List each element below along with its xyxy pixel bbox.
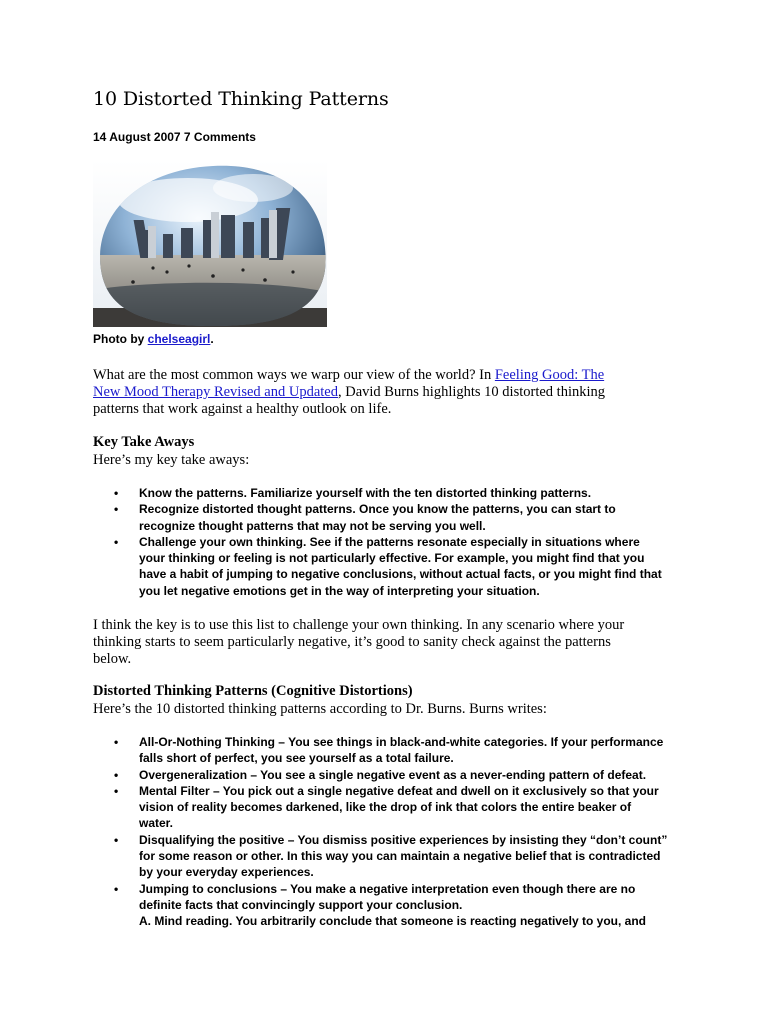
list-item bbox=[93, 734, 693, 767]
list-item bbox=[93, 832, 693, 881]
list-item bbox=[93, 767, 693, 783]
book-link[interactable]: New Mood Therapy Revised and Updated bbox=[93, 384, 338, 400]
list-item bbox=[93, 783, 693, 832]
caption-prefix: Photo by bbox=[93, 332, 148, 346]
bullet-icon: • bbox=[114, 832, 119, 847]
conclusion-paragraph bbox=[93, 617, 673, 668]
patterns-subheading: Here’s the 10 distorted thinking patterns according to Dr. Burns. Burns writes: bbox=[93, 701, 547, 717]
patterns-list bbox=[93, 734, 693, 930]
intro-line bbox=[93, 367, 673, 384]
intro-text: , David Burns highlights 10 distorted thinking bbox=[337, 384, 606, 400]
list-item bbox=[93, 501, 693, 534]
photo-caption bbox=[93, 332, 214, 346]
list-item-line: falls short of perfect, you see yourself as a total failure. bbox=[139, 751, 454, 766]
article-meta: 14 August 2007 7 Comments bbox=[93, 130, 256, 144]
list-item-line: you let negative emotions get in the way of interpreting your situation. bbox=[139, 583, 540, 598]
takeaways-heading: Key Take Aways bbox=[93, 434, 195, 450]
list-item-line: your thinking or feeling is not particularly effective. For example, you might find that you bbox=[139, 551, 645, 566]
article-title: 10 Distorted Thinking Patterns bbox=[93, 88, 389, 110]
takeaways-subheading: Here’s my key take aways: bbox=[93, 452, 250, 468]
list-item-line: Know the patterns. Familiarize yourself with the ten distorted thinking patterns. bbox=[139, 486, 592, 500]
list-item bbox=[93, 534, 693, 599]
list-item-line: Disqualifying the positive – You dismiss positive experiences by insisting they “don’t count” bbox=[139, 832, 668, 847]
list-item bbox=[93, 881, 693, 930]
intro-text: patterns that work against a healthy outlook on life. bbox=[93, 401, 392, 417]
article-photo bbox=[93, 160, 327, 327]
list-item-line: water. bbox=[139, 816, 174, 831]
conclusion-line: thinking starts to seem particularly negative, it’s good to sanity check against the patterns bbox=[93, 634, 611, 650]
list-item-line: recognize thought patterns that may not be serving you well. bbox=[139, 518, 486, 533]
bullet-icon: • bbox=[114, 735, 119, 749]
list-item bbox=[93, 485, 693, 501]
bullet-icon: • bbox=[114, 881, 119, 896]
list-item-line: Jumping to conclusions – You make a negative interpretation even though there are no bbox=[139, 881, 636, 896]
intro-paragraph bbox=[93, 367, 673, 418]
bullet-icon: • bbox=[114, 486, 119, 500]
list-item-line: Overgeneralization – You see a single negative event as a never-ending pattern of defeat. bbox=[139, 767, 647, 782]
takeaways-list bbox=[93, 485, 693, 599]
intro-text: What are the most common ways we warp our view of the world? In bbox=[93, 367, 495, 383]
intro-line bbox=[93, 384, 673, 401]
intro-line bbox=[93, 401, 673, 418]
conclusion-line: I think the key is to use this list to challenge your own thinking. In any scenario where your bbox=[93, 617, 625, 633]
bullet-icon: • bbox=[114, 783, 119, 798]
bullet-icon: • bbox=[114, 502, 119, 517]
list-item-line: Mental Filter – You pick out a single negative defeat and dwell on it exclusively so that your bbox=[139, 783, 659, 798]
list-item-line: definite facts that convincingly support your conclusion. bbox=[139, 897, 463, 912]
list-item-line: Recognize distorted thought patterns. Once you know the patterns, you can start to bbox=[139, 502, 616, 517]
bean-sculpture-image bbox=[93, 160, 327, 327]
conclusion-line: below. bbox=[93, 651, 132, 667]
book-link[interactable]: Feeling Good: The bbox=[494, 367, 605, 383]
caption-suffix: . bbox=[210, 332, 214, 346]
list-item-line: Challenge your own thinking. See if the patterns resonate especially in situations where bbox=[139, 534, 640, 549]
list-item-line: by your everyday experiences. bbox=[139, 865, 314, 880]
list-item-line: for some reason or other. In this way you can maintain a negative belief that is contradicted bbox=[139, 849, 661, 864]
bullet-icon: • bbox=[114, 534, 119, 549]
list-item-line: vision of reality becomes darkened, like the drop of ink that colors the entire beaker of bbox=[139, 800, 632, 815]
list-item-line: All-Or-Nothing Thinking – You see things in black-and-white categories. If your performance bbox=[139, 735, 664, 749]
list-item-line: A. Mind reading. You arbitrarily conclude that someone is reacting negatively to you, and bbox=[139, 914, 646, 929]
patterns-heading: Distorted Thinking Patterns (Cognitive Distortions) bbox=[93, 683, 413, 699]
bullet-icon: • bbox=[114, 767, 119, 782]
list-item-line: have a habit of jumping to negative conclusions, without actual facts, or you might find that bbox=[139, 567, 662, 582]
photographer-link[interactable]: chelseagirl bbox=[147, 332, 211, 346]
